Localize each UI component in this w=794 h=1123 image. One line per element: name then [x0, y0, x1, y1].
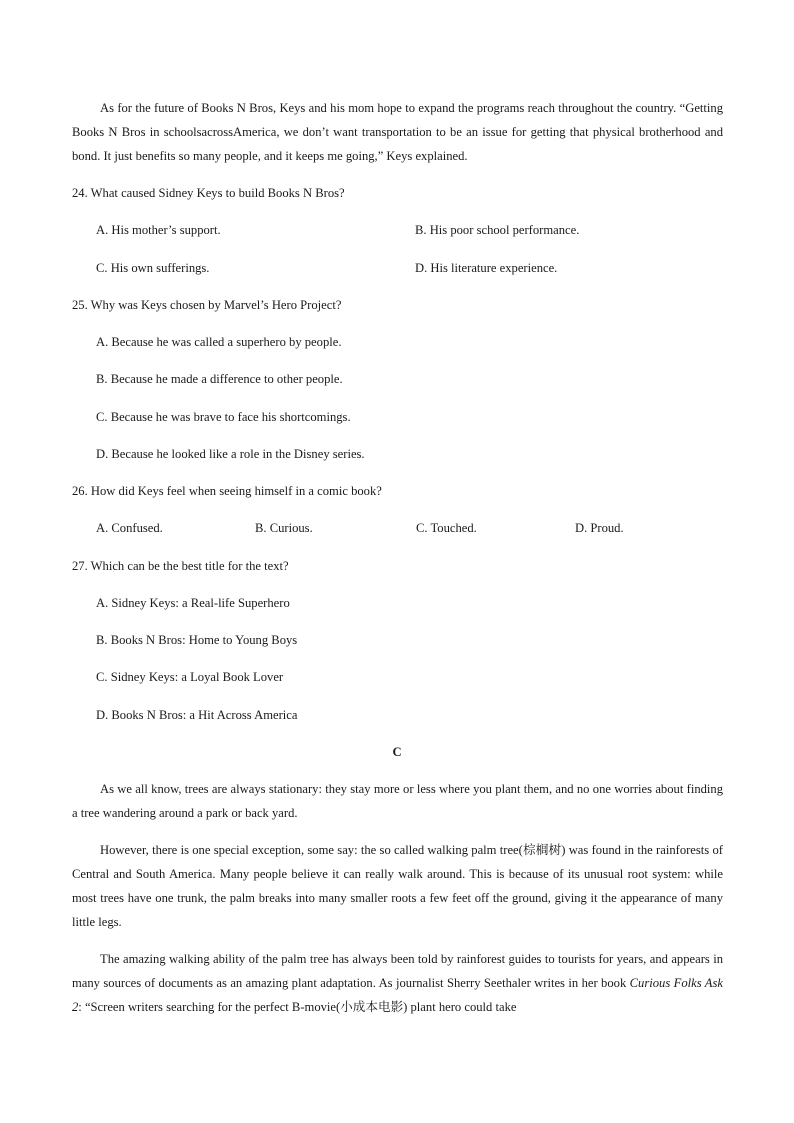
q24-option-c[interactable]: C. His own sufferings.: [96, 261, 210, 275]
q26-option-b[interactable]: B. Curious.: [255, 521, 313, 535]
q27-option-c[interactable]: C. Sidney Keys: a Loyal Book Lover: [96, 670, 284, 684]
q24-option-a[interactable]: A. His mother’s support.: [96, 223, 221, 237]
paragraph-text-after: : “Screen writers searching for the perfect B-movie(小成本电影) plant hero could take: [78, 1000, 517, 1014]
q27-option-a[interactable]: A. Sidney Keys: a Real-life Superhero: [96, 596, 290, 610]
q27-option-d[interactable]: D. Books N Bros: a Hit Across America: [96, 708, 298, 722]
q26-option-a[interactable]: A. Confused.: [96, 521, 163, 535]
paragraph-walking-ability: [72, 947, 723, 1019]
paragraph-text-before: The amazing walking ability of the palm tree has always been told by rainforest guides to tourists for years, and appears in many sources of documents as an amazing plant adaptation. As journalist Sherry Seethaler writes in her book: [72, 952, 723, 990]
section-heading: C: [392, 745, 402, 759]
q25-option-c[interactable]: C. Because he was brave to face his shortcomings.: [96, 410, 351, 424]
book-title: Curious Folks Ask 2: [72, 976, 723, 1014]
q24-option-d[interactable]: D. His literature experience.: [415, 261, 558, 275]
q26-option-d[interactable]: D. Proud.: [575, 521, 624, 535]
q24-option-b[interactable]: B. His poor school performance.: [415, 223, 580, 237]
q25-option-a[interactable]: A. Because he was called a superhero by people.: [96, 335, 342, 349]
paragraph-future-plans: As for the future of Books N Bros, Keys and his mom hope to expand the programs reach throughout the country. “Getting Books N Bros in schoolsacrossAmerica, we don’t want transportation to be an issue for getting that physical brotherhood and bond. It just benefits so many people, and it keeps me going,” Keys explained.: [72, 101, 723, 163]
question-25: 25. Why was Keys chosen by Marvel’s Hero Project?: [72, 298, 342, 312]
paragraph-walking-palm: However, there is one special exception, some say: the so called walking palm tree(棕榈树) was found in the rainforests of Central and South America. Many people believe it can really walk around. This is because of its unusual root system: while most trees have one trunk, the palm breaks into many smaller roots a few feet off the ground, giving it the appearance of many little legs.: [72, 843, 723, 929]
q27-option-b[interactable]: B. Books N Bros: Home to Young Boys: [96, 633, 298, 647]
question-26: 26. How did Keys feel when seeing himself in a comic book?: [72, 484, 382, 498]
q26-option-c[interactable]: C. Touched.: [416, 521, 477, 535]
q25-option-d[interactable]: D. Because he looked like a role in the Disney series.: [96, 447, 365, 461]
paragraph-trees-stationary: As we all know, trees are always stationary: they stay more or less where you plant them, and no one worries about finding a tree wandering around a park or back yard.: [72, 782, 723, 820]
question-24: 24. What caused Sidney Keys to build Books N Bros?: [72, 186, 345, 200]
q25-option-b[interactable]: B. Because he made a difference to other people.: [96, 372, 343, 386]
question-27: 27. Which can be the best title for the text?: [72, 559, 289, 573]
